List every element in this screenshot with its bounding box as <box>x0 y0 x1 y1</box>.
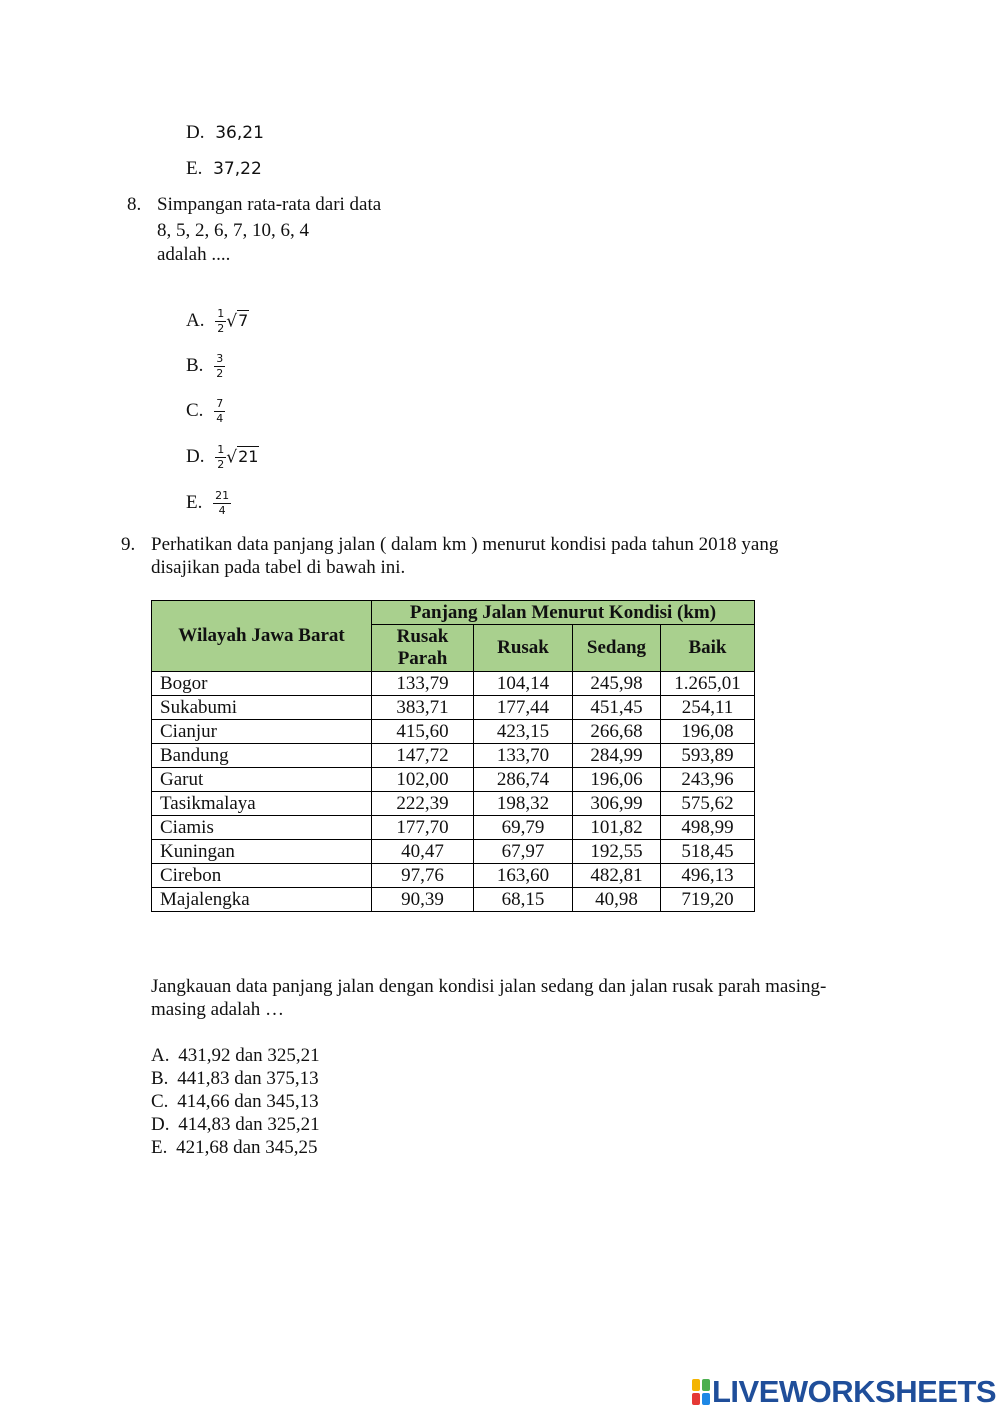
value-cell: 254,11 <box>661 696 755 720</box>
liveworksheets-logo[interactable] <box>692 1376 996 1408</box>
value-cell: 196,06 <box>573 768 661 792</box>
value-cell: 97,76 <box>372 864 474 888</box>
value-cell: 243,96 <box>661 768 755 792</box>
table-header-row <box>152 601 755 625</box>
value-cell: 133,79 <box>372 672 474 696</box>
column-header: Rusak Parah <box>372 625 474 672</box>
sqrt-icon: √ <box>226 311 238 332</box>
region-cell: Kuningan <box>152 840 372 864</box>
value-cell: 147,72 <box>372 744 474 768</box>
value-cell: 104,14 <box>474 672 573 696</box>
value-cell: 177,70 <box>372 816 474 840</box>
region-cell: Cirebon <box>152 864 372 888</box>
value-cell: 67,97 <box>474 840 573 864</box>
prev-option-d: D. 36,21 <box>186 122 264 143</box>
q9-question-line1: Jangkauan data panjang jalan dengan kondisi jalan sedang dan jalan rusak parah masing- <box>151 976 827 997</box>
value-cell: 451,45 <box>573 696 661 720</box>
table-row <box>152 672 755 696</box>
value-cell: 266,68 <box>573 720 661 744</box>
region-cell: Cianjur <box>152 720 372 744</box>
q8-option-e[interactable]: E. $\frac{21}{4}$ <box>186 489 230 518</box>
table-row <box>152 720 755 744</box>
table-row <box>152 696 755 720</box>
q8-option-d[interactable]: D. $\frac{1}{2}$ √21 <box>186 443 259 472</box>
region-cell: Tasikmalaya <box>152 792 372 816</box>
region-cell: Sukabumi <box>152 696 372 720</box>
column-header: Rusak <box>474 625 573 672</box>
q9-number: 9. <box>121 534 136 555</box>
value-cell: 69,79 <box>474 816 573 840</box>
q9-line1: Perhatikan data panjang jalan ( dalam km ) menurut kondisi pada tahun 2018 yang <box>151 534 779 555</box>
value-cell: 133,70 <box>474 744 573 768</box>
value-cell: 196,08 <box>661 720 755 744</box>
fraction: $\frac{21}{4}$ <box>215 489 230 518</box>
q8-option-a[interactable]: A. $\frac{1}{2}$ √7 <box>186 307 249 336</box>
logo-mark-icon <box>692 1379 710 1405</box>
value-cell: 245,98 <box>573 672 661 696</box>
value-cell: 177,44 <box>474 696 573 720</box>
value-cell: 415,60 <box>372 720 474 744</box>
q8-option-c[interactable]: C. $\frac{7}{4}$ <box>186 397 224 426</box>
value-cell: 423,15 <box>474 720 573 744</box>
sqrt-icon: √ <box>226 447 238 468</box>
table-row <box>152 816 755 840</box>
q8-prompt: Simpangan rata-rata dari data <box>157 194 382 215</box>
value-cell: 90,39 <box>372 888 474 912</box>
q8-number: 8. <box>127 194 142 215</box>
value-cell: 163,60 <box>474 864 573 888</box>
prev-option-e: E. 37,22 <box>186 158 262 179</box>
value-cell: 286,74 <box>474 768 573 792</box>
fraction: $\frac{1}{2}$ <box>217 307 225 336</box>
value-cell: 40,98 <box>573 888 661 912</box>
table-row <box>152 888 755 912</box>
q8-tail: adalah .... <box>157 244 231 265</box>
table-row <box>152 792 755 816</box>
table-row <box>152 768 755 792</box>
q9-option-c[interactable]: C. 414,66 dan 345,13 <box>151 1091 319 1112</box>
q9-option-e[interactable]: E. 421,68 dan 345,25 <box>151 1137 318 1158</box>
value-cell: 498,99 <box>661 816 755 840</box>
table-row <box>152 864 755 888</box>
fraction: $\frac{7}{4}$ <box>216 397 224 426</box>
value-cell: 101,82 <box>573 816 661 840</box>
value-cell: 102,00 <box>372 768 474 792</box>
value-cell: 575,62 <box>661 792 755 816</box>
value-cell: 284,99 <box>573 744 661 768</box>
table-row <box>152 744 755 768</box>
value-cell: 1.265,01 <box>661 672 755 696</box>
value-cell: 496,13 <box>661 864 755 888</box>
value-cell: 482,81 <box>573 864 661 888</box>
value-cell: 593,89 <box>661 744 755 768</box>
q9-option-d[interactable]: D. 414,83 dan 325,21 <box>151 1114 320 1135</box>
region-cell: Bandung <box>152 744 372 768</box>
q9-question-line2: masing adalah … <box>151 999 284 1020</box>
q8-data: 8, 5, 2, 6, 7, 10, 6, 4 <box>157 220 309 241</box>
region-cell: Bogor <box>152 672 372 696</box>
table-row <box>152 840 755 864</box>
condition-group-header: Panjang Jalan Menurut Kondisi (km) <box>372 601 755 625</box>
value-cell: 40,47 <box>372 840 474 864</box>
region-cell: Majalengka <box>152 888 372 912</box>
value-cell: 198,32 <box>474 792 573 816</box>
value-cell: 383,71 <box>372 696 474 720</box>
region-cell: Garut <box>152 768 372 792</box>
value-cell: 222,39 <box>372 792 474 816</box>
region-header: Wilayah Jawa Barat <box>152 601 372 672</box>
fraction: $\frac{1}{2}$ <box>217 443 225 472</box>
logo-text: LIVEWORKSHEETS <box>712 1374 997 1409</box>
q9-option-a[interactable]: A. 431,92 dan 325,21 <box>151 1045 320 1066</box>
value-cell: 68,15 <box>474 888 573 912</box>
value-cell: 518,45 <box>661 840 755 864</box>
value-cell: 306,99 <box>573 792 661 816</box>
value-cell: 719,20 <box>661 888 755 912</box>
column-header: Sedang <box>573 625 661 672</box>
value-cell: 192,55 <box>573 840 661 864</box>
q9-line2: disajikan pada tabel di bawah ini. <box>151 557 406 578</box>
column-header: Baik <box>661 625 755 672</box>
region-cell: Ciamis <box>152 816 372 840</box>
q9-option-b[interactable]: B. 441,83 dan 375,13 <box>151 1068 319 1089</box>
fraction: $\frac{3}{2}$ <box>216 352 224 381</box>
road-length-table <box>151 600 755 912</box>
q8-option-b[interactable]: B. $\frac{3}{2}$ <box>186 352 224 381</box>
